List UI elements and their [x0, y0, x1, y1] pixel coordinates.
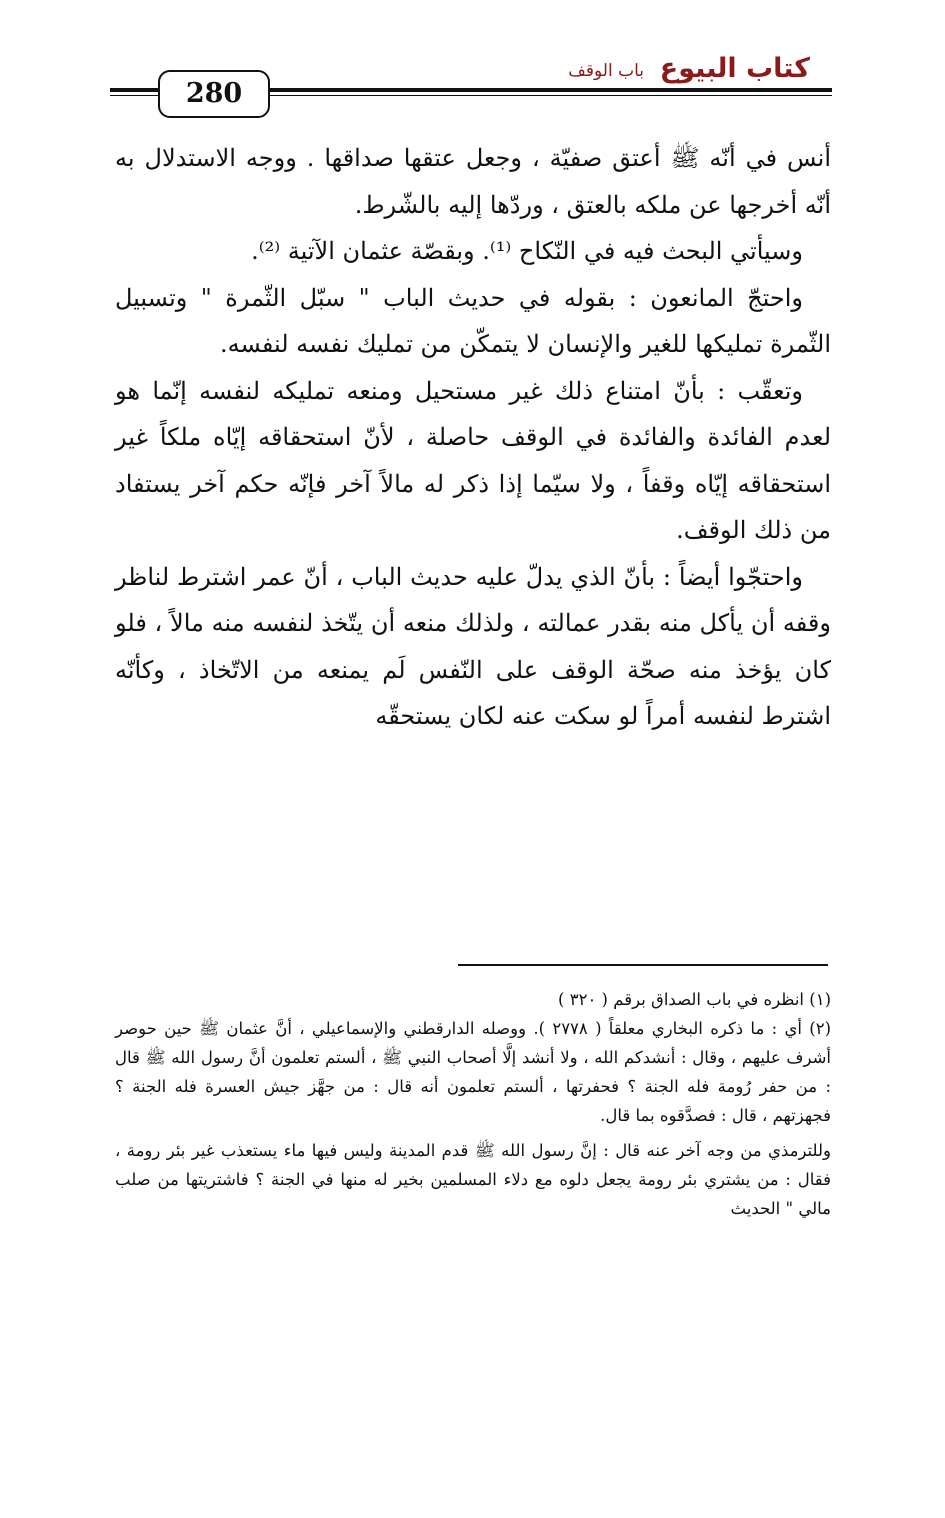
page-number-box: [158, 70, 270, 118]
footnotes: [115, 985, 831, 1223]
paragraph-5: واحتجّوا أيضاً : بأنّ الذي يدلّ عليه حديث الباب ، أنّ عمر اشترط لناظر وقفه أن يأكل منه بقدر عمالته ، ولذلك منعه أن يتّخذ لنفسه منه مالاً ، فلو كان يؤخذ منه صحّة الوقف على النّفس لَم يمنعه من الاتّخاذ ، وكأنّه اشترط لنفسه أمراً لو سكت عنه لكان يستحقّه: [115, 562, 831, 730]
chapter-title: باب الوقف: [568, 61, 644, 81]
main-text: [115, 135, 831, 740]
paragraph-3: واحتجّ المانعون : بقوله في حديث الباب " سبّل الثّمرة " وتسبيل الثّمرة تمليكها للغير والإنسان لا يتمكّن من تمليك نفسه لنفسه.: [115, 283, 831, 358]
page-header: [110, 52, 832, 112]
book-title: كتاب البيوع: [659, 53, 810, 84]
footnote-2: (٢) أي : ما ذكره البخاري معلقاً ( ٢٧٧٨ ). ووصله الدارقطني والإسماعيلي ، أنَّ عثمان ﷺ حين حوصر أشرف عليهم ، وقال : أنشدكم الله ، ولا أنشد إلَّا أصحاب النبي ﷺ ، ألستم تعلمون أنَّ رسول الله ﷺ قال : من حفر رُومة فله الجنة ؟ فحفرتها ، ألستم تعلمون أنه قال : من جهَّز جيش العسرة فله الجنة ؟ فجهزتهم ، قال : فصدَّقوه بما قال.: [115, 1019, 831, 1125]
paragraph-1: أنس في أنّه ﷺ أعتق صفيّة ، وجعل عتقها صداقها . ووجه الاستدلال به أنّه أخرجها عن ملكه بالعتق ، وردّها إليه بالشّرط.: [115, 144, 831, 219]
page-number: 280: [185, 78, 243, 109]
footnote-2-continuation: وللترمذي من وجه آخر عنه قال : إنَّ رسول الله ﷺ قدم المدينة وليس فيها ماء يستعذب غير بئر رومة ، فقال : من يشتري بئر رومة يجعل دلوه مع دلاء المسلمين بخير له منها في الجنة ؟ فاشتريتها من صلب مالي " الحديث: [115, 1141, 831, 1218]
footnote-1: (١) انظره في باب الصداق برقم ( ٣٢٠ ): [558, 990, 831, 1009]
paragraph-2: وسيأتي البحث فيه في النّكاح ⁽¹⁾. وبقصّة عثمان الآتية ⁽²⁾.: [251, 237, 803, 265]
footnote-separator: [458, 964, 828, 966]
paragraph-4: وتعقّب : بأنّ امتناع ذلك غير مستحيل ومنعه تمليكه لنفسه إنّما هو لعدم الفائدة والفائدة في الوقف حاصلة ، لأنّ استحقاقه إيّاه ملكاً غير استحقاقه إيّاه وقفاً ، ولا سيّما إذا ذكر له مالاً آخر فإنّه حكم آخر يستفاد من ذلك الوقف.: [115, 376, 831, 544]
